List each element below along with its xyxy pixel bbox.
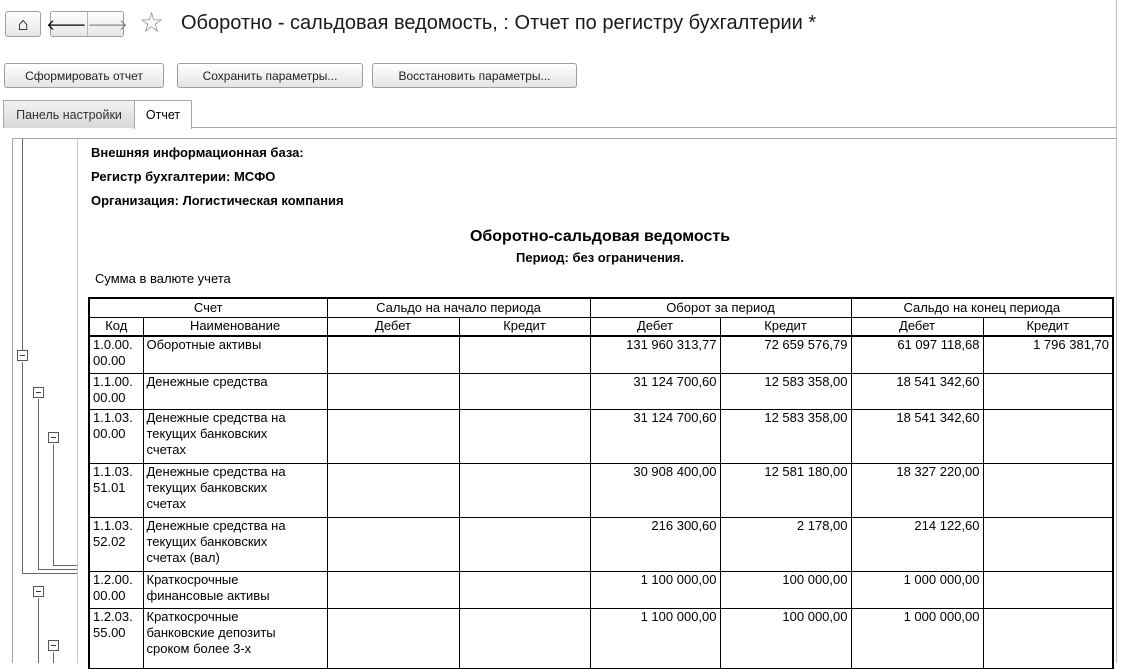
turnover-credit-cell[interactable]: 100 000,00	[720, 571, 851, 608]
turnover-credit-cell[interactable]: 100 000,00	[720, 608, 851, 668]
account-code-cell[interactable]: 1.1.03. 51.01	[89, 463, 143, 517]
account-name-cell[interactable]: Денежные средства на текущих банковских счетах	[143, 409, 327, 463]
report-organization: Организация: Логистическая компания	[91, 193, 344, 208]
collapse-group-icon[interactable]	[33, 586, 44, 597]
closing-credit-cell[interactable]	[983, 608, 1113, 668]
opening-debit-cell[interactable]	[327, 409, 459, 463]
report-infobase: Внешняя информационная база:	[91, 145, 304, 160]
collapse-group-icon[interactable]	[17, 350, 28, 361]
turnover-debit-cell[interactable]: 31 124 700,60	[590, 409, 720, 463]
table-row	[89, 517, 1113, 571]
home-button[interactable]	[5, 11, 41, 37]
closing-debit-cell[interactable]: 18 541 342,60	[851, 373, 983, 409]
home-icon: ⌂	[17, 14, 29, 34]
account-name-cell[interactable]: Денежные средства на текущих банковских счетах (вал)	[143, 517, 327, 571]
column-header-opening-debit: Дебет	[327, 317, 459, 336]
currency-note: Сумма в валюте учета	[95, 271, 231, 286]
grouping-gutter-divider	[77, 139, 78, 663]
column-header-opening-credit: Кредит	[459, 317, 590, 336]
tree-line	[53, 652, 54, 663]
tree-line	[22, 573, 77, 574]
closing-credit-cell[interactable]: 1 796 381,70	[983, 336, 1113, 373]
table-row	[89, 463, 1113, 517]
tree-line	[22, 362, 23, 573]
account-name-cell[interactable]: Краткосрочные финансовые активы	[143, 571, 327, 608]
column-header-turnover-credit: Кредит	[720, 317, 851, 336]
opening-credit-cell[interactable]	[459, 409, 590, 463]
closing-credit-cell[interactable]	[983, 463, 1113, 517]
tree-line	[38, 399, 39, 569]
account-name-cell[interactable]: Денежные средства на текущих банковских счетах	[143, 463, 327, 517]
account-code-cell[interactable]: 1.1.03. 52.02	[89, 517, 143, 571]
collapse-group-icon[interactable]	[33, 387, 44, 398]
account-name-cell[interactable]: Краткосрочные банковские депозиты сроком более 3-х	[143, 608, 327, 668]
opening-credit-cell[interactable]	[459, 373, 590, 409]
save-parameters-button[interactable]: Сохранить параметры...	[177, 63, 363, 88]
closing-debit-cell[interactable]: 18 541 342,60	[851, 409, 983, 463]
opening-debit-cell[interactable]	[327, 373, 459, 409]
account-name-cell[interactable]: Оборотные активы	[143, 336, 327, 373]
account-code-cell[interactable]: 1.2.03. 55.00	[89, 608, 143, 668]
opening-debit-cell[interactable]	[327, 463, 459, 517]
column-header-code: Код	[89, 317, 143, 336]
opening-debit-cell[interactable]	[327, 571, 459, 608]
forward-button[interactable]	[87, 12, 128, 36]
account-code-cell[interactable]: 1.1.00. 00.00	[89, 373, 143, 409]
column-header-closing-credit: Кредит	[983, 317, 1113, 336]
opening-debit-cell[interactable]	[327, 608, 459, 668]
tree-line	[38, 569, 77, 570]
opening-credit-cell[interactable]	[459, 336, 590, 373]
closing-debit-cell[interactable]: 214 122,60	[851, 517, 983, 571]
column-header-name: Наименование	[143, 317, 327, 336]
turnover-credit-cell[interactable]: 12 583 358,00	[720, 373, 851, 409]
tab-report[interactable]: Отчет	[134, 100, 192, 129]
report-body	[89, 336, 1113, 668]
navigation-group	[46, 11, 128, 37]
account-code-cell[interactable]: 1.1.03. 00.00	[89, 409, 143, 463]
closing-credit-cell[interactable]	[983, 373, 1113, 409]
column-header-closing-debit: Дебет	[851, 317, 983, 336]
opening-debit-cell[interactable]	[327, 336, 459, 373]
report-period: Период: без ограничения.	[516, 250, 684, 265]
account-code-cell[interactable]: 1.0.00. 00.00	[89, 336, 143, 373]
report-register: Регистр бухгалтерии: МСФО	[91, 169, 276, 184]
account-code-cell[interactable]: 1.2.00. 00.00	[89, 571, 143, 608]
closing-debit-cell[interactable]: 18 327 220,00	[851, 463, 983, 517]
turnover-credit-cell[interactable]: 12 583 358,00	[720, 409, 851, 463]
turnover-debit-cell[interactable]: 31 124 700,60	[590, 373, 720, 409]
table-row	[89, 571, 1113, 608]
collapse-group-icon[interactable]	[48, 640, 59, 651]
arrow-left-icon: 🡐	[46, 16, 87, 34]
turnover-debit-cell[interactable]: 1 100 000,00	[590, 608, 720, 668]
turnover-debit-cell[interactable]: 216 300,60	[590, 517, 720, 571]
closing-credit-cell[interactable]	[983, 517, 1113, 571]
arrow-right-icon: 🡒	[87, 16, 128, 34]
table-row	[89, 373, 1113, 409]
turnover-credit-cell[interactable]: 72 659 576,79	[720, 336, 851, 373]
account-name-cell[interactable]: Денежные средства	[143, 373, 327, 409]
tree-line	[53, 565, 77, 566]
report-title: Оборотно-сальдовая ведомость	[469, 228, 731, 245]
tree-line	[53, 444, 54, 565]
column-header-opening-balance: Сальдо на начало периода	[327, 298, 590, 317]
table-row	[89, 336, 1113, 373]
column-header-account: Счет	[89, 298, 327, 317]
column-header-turnover-debit: Дебет	[590, 317, 720, 336]
opening-credit-cell[interactable]	[459, 463, 590, 517]
closing-debit-cell[interactable]: 1 000 000,00	[851, 571, 983, 608]
tree-line	[22, 139, 23, 352]
back-button[interactable]	[46, 12, 86, 36]
turnover-debit-cell[interactable]: 1 100 000,00	[590, 571, 720, 608]
tab-settings-panel[interactable]: Панель настройки	[3, 100, 135, 128]
closing-debit-cell[interactable]: 61 097 118,68	[851, 336, 983, 373]
column-header-turnover: Оборот за период	[590, 298, 851, 317]
closing-debit-cell[interactable]: 1 000 000,00	[851, 608, 983, 668]
opening-credit-cell[interactable]	[459, 608, 590, 668]
opening-credit-cell[interactable]	[459, 571, 590, 608]
page-title: Оборотно - сальдовая ведомость, : Отчет по регистру бухгалтерии *	[181, 12, 817, 34]
tree-line	[38, 598, 39, 663]
restore-parameters-button[interactable]: Восстановить параметры...	[372, 63, 577, 88]
tab-divider	[191, 127, 1117, 128]
collapse-group-icon[interactable]	[48, 432, 59, 443]
turnover-debit-cell[interactable]: 30 908 400,00	[590, 463, 720, 517]
balance-sheet-table	[88, 297, 1114, 669]
turnover-credit-cell[interactable]: 12 581 180,00	[720, 463, 851, 517]
column-header-closing-balance: Сальдо на конец периода	[851, 298, 1113, 317]
closing-credit-cell[interactable]	[983, 409, 1113, 463]
star-icon[interactable]: ☆	[139, 7, 165, 38]
table-row	[89, 409, 1113, 463]
generate-report-button[interactable]: Сформировать отчет	[4, 63, 164, 88]
closing-credit-cell[interactable]	[983, 571, 1113, 608]
opening-debit-cell[interactable]	[327, 517, 459, 571]
table-row	[89, 608, 1113, 668]
turnover-debit-cell[interactable]: 131 960 313,77	[590, 336, 720, 373]
turnover-credit-cell[interactable]: 2 178,00	[720, 517, 851, 571]
opening-credit-cell[interactable]	[459, 517, 590, 571]
